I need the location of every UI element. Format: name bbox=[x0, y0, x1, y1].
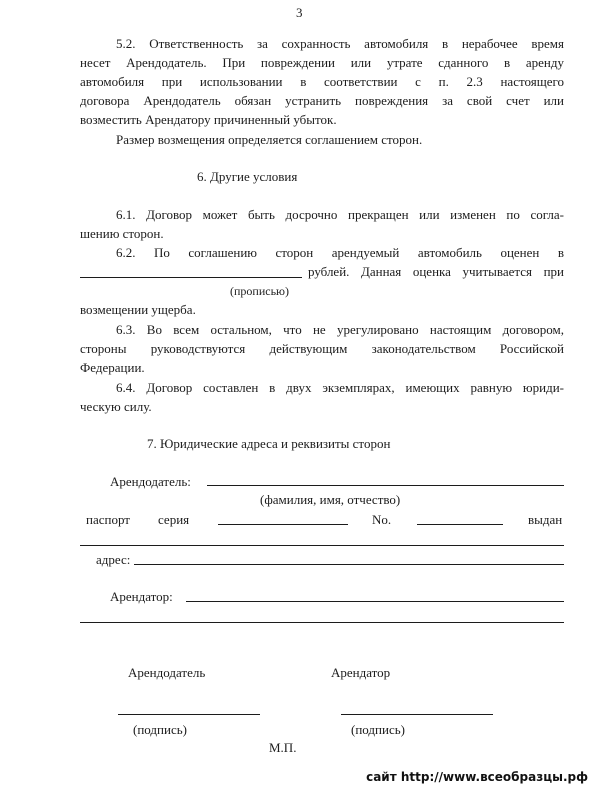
section-6-heading: 6. Другие условия bbox=[197, 169, 298, 184]
address-field[interactable] bbox=[134, 564, 564, 565]
tenant-signature-field[interactable] bbox=[341, 714, 493, 715]
page-number: 3 bbox=[296, 5, 303, 20]
issued-label: выдан bbox=[528, 512, 563, 527]
site-watermark: сайт http://www.всеобразцы.рф bbox=[366, 770, 588, 784]
p64-line-1: 6.4. Договор составлен в двух экземплярах, имеющих равную юриди- bbox=[116, 380, 564, 395]
in-words-hint: (прописью) bbox=[230, 284, 290, 298]
p62-line-3: возмещении ущерба. bbox=[80, 302, 196, 317]
issued-by-field[interactable] bbox=[80, 545, 564, 546]
passport-series-field[interactable] bbox=[218, 524, 348, 525]
landlord-name-field[interactable] bbox=[207, 485, 564, 486]
series-label: серия bbox=[158, 512, 190, 527]
compensation-line: Размер возмещения определяется соглашением сторон. bbox=[116, 132, 423, 147]
p63-line-1: 6.3. Во всем остальном, что не урегулировано настоящим договором, bbox=[116, 322, 564, 337]
address-label: адрес: bbox=[96, 552, 131, 567]
section-7-heading: 7. Юридические адреса и реквизиты сторон bbox=[147, 436, 391, 451]
p62-line-2: рублей. Данная оценка учитывается при bbox=[308, 264, 564, 279]
valuation-blank[interactable] bbox=[80, 277, 302, 278]
p52-line-3: автомобиля при использовании в соответствии с п. 2.3 настоящего bbox=[80, 74, 564, 89]
landlord-sign-hint: (подпись) bbox=[133, 722, 187, 737]
tenant-label: Арендатор: bbox=[110, 589, 173, 604]
p52-line-5: возместить Арендатору причиненный убыток. bbox=[80, 112, 337, 127]
p63-line-2: стороны руководствуются действующим законодательством Российской bbox=[80, 341, 564, 356]
p64-line-2: ческую силу. bbox=[80, 399, 152, 414]
p61-line-1: 6.1. Договор может быть досрочно прекращен или изменен по согла- bbox=[116, 207, 564, 222]
p62-line-1: 6.2. По соглашению сторон арендуемый автомобиль оценен в bbox=[116, 245, 564, 260]
number-label: No. bbox=[372, 512, 392, 527]
p52-line-2: несет Арендодатель. При повреждении или утрате сданного в аренду bbox=[80, 55, 564, 70]
passport-label: паспорт bbox=[86, 512, 130, 527]
tenant-sign-hint: (подпись) bbox=[351, 722, 405, 737]
tenant-name-field[interactable] bbox=[186, 601, 564, 602]
p52-line-1: 5.2. Ответственность за сохранность автомобиля в нерабочее время bbox=[116, 36, 564, 51]
p52-line-4: договора Арендодатель обязан устранить повреждения за свой счет или bbox=[80, 93, 564, 108]
tenant-details-field[interactable] bbox=[80, 622, 564, 623]
passport-number-field[interactable] bbox=[417, 524, 503, 525]
stamp-place: М.П. bbox=[269, 740, 297, 755]
p61-line-2: шению сторон. bbox=[80, 226, 164, 241]
landlord-label: Арендодатель: bbox=[110, 474, 191, 489]
fio-hint: (фамилия, имя, отчество) bbox=[260, 492, 401, 507]
landlord-signature-field[interactable] bbox=[118, 714, 260, 715]
p63-line-3: Федерации. bbox=[80, 360, 145, 375]
tenant-signature-title: Арендатор bbox=[331, 665, 391, 680]
landlord-signature-title: Арендодатель bbox=[128, 665, 206, 680]
